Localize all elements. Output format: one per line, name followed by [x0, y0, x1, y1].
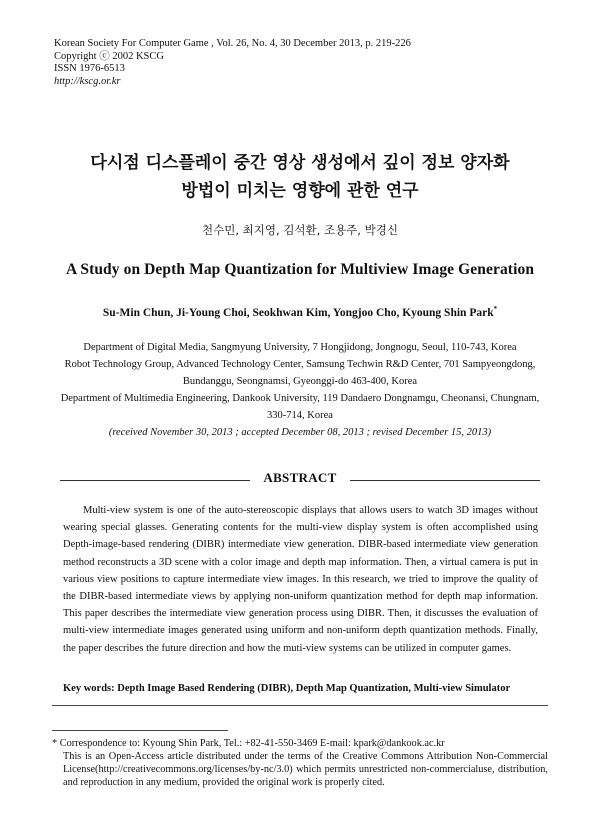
affiliation-1: Department of Digital Media, Sangmyung University, 7 Hongjidong, Jongnogu, Seoul, 110-743, Korea: [83, 342, 517, 353]
keywords-divider: [52, 705, 548, 706]
korean-title-line1: 다시점 디스플레이 중간 영상 생성에서 깊이 정보 양자화: [90, 153, 510, 173]
affiliation-2: Robot Technology Group, Advanced Technology Center, Samsung Techwin R&D Center, 701 Sampyeongdong, Bundanggu, Seongnamsi, Gyeonggi-do 463-400, Korea: [64, 359, 536, 387]
corresponding-mark: *: [493, 305, 498, 313]
received-dates: (received November 30, 2013 ; accepted December 08, 2013 ; revised December 15, 2013): [108, 427, 492, 438]
keywords: Key words: Depth Image Based Rendering (DIBR), Depth Map Quantization, Multi-view Simulator: [63, 683, 511, 694]
journal-url: http://kscg.or.kr: [54, 75, 121, 87]
abstract-heading: [60, 470, 540, 490]
footnote-correspondence: * Correspondence to: Kyoung Shin Park, Tel.: +82-41-550-3469 E-mail: kpark@dankook.ac.kr: [52, 738, 445, 749]
english-title: A Study on Depth Map Quantization for Multiview Image Generation: [65, 261, 535, 278]
journal-citation: Korean Society For Computer Game , Vol. 26, No. 4, 30 December 2013, p. 219-226: [54, 38, 411, 49]
english-authors: [0, 305, 600, 319]
abstract-rule-right: [350, 480, 540, 481]
abstract-text: Multi-view system is one of the auto-stereoscopic displays that allows users to watch 3D images without wearing special glasses. Generating contents for the multi-view display system is often accomplished using Depth-image-based rendering (DIBR) intermediate view generation. DIBR-based intermediate view generation method reconstructs a 3D scene with a color image and depth map information. Then, a virtual camera is put in various view positions to capture intermediate view images. In this research, we tried to improve the quality of the DIBR-based intermediate views by applying non-uniform quantization method for depth map information. This paper describes the intermediate view generation process using DIBR. Then, it discusses the evaluation of multi-view intermediate images generated using uniform and non-uniform depth quantization methods. Finally, the paper describes the future direction and how the muti-view systems can be utilized in computer games.: [63, 505, 538, 654]
journal-copyright: Copyright ⓒ 2002 KSCG: [54, 50, 164, 62]
affiliation-3: Department of Multimedia Engineering, Dankook University, 119 Dandaero Dongnamgu, Cheonansi, Chungnam, 330-714, Korea: [60, 393, 540, 421]
affiliations: [60, 339, 540, 441]
footnote: [52, 737, 548, 789]
journal-issn: ISSN 1976-6513: [54, 63, 125, 74]
footnote-divider: [52, 730, 228, 731]
korean-title-line2: 방법이 미치는 영향에 관한 연구: [181, 181, 419, 201]
abstract-heading-label: ABSTRACT: [263, 470, 337, 485]
korean-authors: 천수민, 최지영, 김석환, 조용주, 박경신: [202, 223, 398, 237]
author-names: Su-Min Chun, Ji-Young Choi, Seokhwan Kim, Yongjoo Cho, Kyoung Shin Park: [102, 306, 494, 319]
footnote-license: This is an Open-Access article distributed under the terms of the Creative Commons Attribution Non-Commercial License(http://creativecommons.org/licenses/by-nc/3.0) which permits unrestricted non-commercialuse, distribution, and reproduction in any medium, provided the original work is properly cited.: [63, 751, 548, 788]
journal-header: [54, 38, 411, 88]
